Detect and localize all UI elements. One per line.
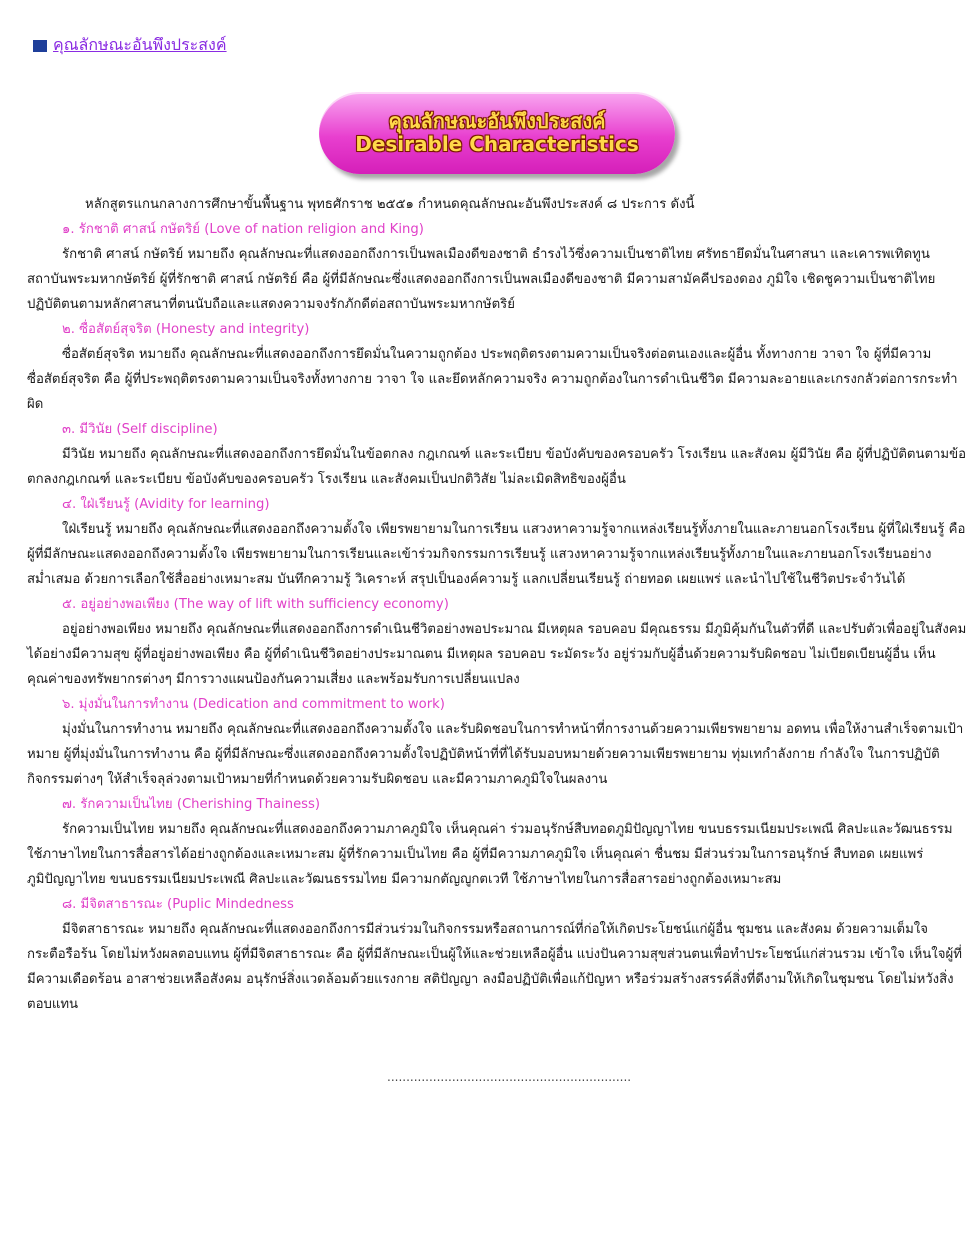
item-3-title: ๓. มีวินัย (Self discipline) [62, 422, 218, 437]
intro-paragraph: หลักสูตรแกนกลางการศึกษาขั้นพื้นฐาน พุทธศักราช ๒๕๕๑ กำหนดคุณลักษณะอันพึงประสงค์ ๘ ประการ ดังนี้ [85, 197, 695, 212]
dotted-divider: ................................................................ [387, 1070, 632, 1084]
item-7-body: รักความเป็นไทย หมายถึง คุณลักษณะที่แสดงออกถึงความภาคภูมิใจ เห็นคุณค่า ร่วมอนุรักษ์สืบทอดภูมิปัญญาไทย ขนบธรรมเนียมประเพณี ศิลปะและวัฒนธรรม ใช้ภาษาไทยในการสื่อสารได้อย่างถูกต้องและเหมาะสม ผู้ที่รักความเป็นไทย คือ ผู้ที่มีความภาคภูมิใจ เห็นคุณค่า ชื่นชม มีส่วนร่วมในการอนุรักษ์ สืบทอด เผยแพร่ภูมิปัญญาไทย ขนบธรรมเนียมประเพณี ศิลปะและวัฒนธรรมไทย มีความกตัญญูกตเวที ใช้ภาษาไทยในการสื่อสารอย่างถูกต้องเหมาะสม [27, 822, 953, 887]
page-heading[interactable] [33, 33, 227, 58]
item-1-body: รักชาติ ศาสน์ กษัตริย์ หมายถึง คุณลักษณะที่แสดงออกถึงการเป็นพลเมืองดีของชาติ ธำรงไว้ซึ่งความเป็นชาติไทย ศรัทธายึดมั่นในศาสนา และเคารพเทิดทูนสถาบันพระมหากษัตริย์ ผู้ที่รักชาติ ศาสน์ กษัตริย์ คือ ผู้ที่มีลักษณะซึ่งแสดงออกถึงการเป็นพลเมืองดีของชาติ มีความสามัคคีปรองดอง ภูมิใจ เชิดชูความเป็นชาติไทย ปฏิบัติตนตามหลักศาสนาที่ตนนับถือและแสดงความจงรักภักดีต่อสถาบันพระมหากษัตริย์ [27, 247, 936, 312]
item-2-title: ๒. ซื่อสัตย์สุจริต (Honesty and integrity) [62, 322, 310, 337]
square-bullet-icon [33, 40, 47, 52]
item-1-title: ๑. รักชาติ ศาสน์ กษัตริย์ (Love of nation religion and King) [62, 222, 424, 237]
item-5-body: อยู่อย่างพอเพียง หมายถึง คุณลักษณะที่แสดงออกถึงการดำเนินชีวิตอย่างพอประมาณ มีเหตุผล รอบคอบ มีคุณธรรม มีภูมิคุ้มกันในตัวที่ดี และปรับตัวเพื่ออยู่ในสังคมได้อย่างมีความสุข ผู้ที่อยู่อย่างพอเพียง คือ ผู้ที่ดำเนินชีวิตอย่างประมาณตน มีเหตุผล รอบคอบ ระมัดระวัง อยู่ร่วมกับผู้อื่นด้วยความรับผิดชอบ ไม่เบียดเบียนผู้อื่น เห็นคุณค่าของทรัพยากรต่างๆ มีการวางแผนป้องกันความเสี่ยง และพร้อมรับการเปลี่ยนแปลง [27, 622, 967, 687]
item-7-title: ๗. รักความเป็นไทย (Cherishing Thainess) [62, 797, 321, 812]
item-4-body: ใฝ่เรียนรู้ หมายถึง คุณลักษณะที่แสดงออกถึงความตั้งใจ เพียรพยายามในการเรียน แสวงหาความรู้จากแหล่งเรียนรู้ทั้งภายในและภายนอกโรงเรียน ผู้ที่ใฝ่เรียนรู้ คือ ผู้ที่มีลักษณะแสดงออกถึงความตั้งใจ เพียรพยายามในการเรียนและเข้าร่วมกิจกรรมการเรียนรู้ แสวงหาความรู้จากแหล่งเรียนรู้ทั้งภายในและภายนอกโรงเรียนอย่างสม่ำเสมอ ด้วยการเลือกใช้สื่ออย่างเหมาะสม บันทึกความรู้ วิเคราะห์ สรุปเป็นองค์ความรู้ แลกเปลี่ยนเรียนรู้ ถ่ายทอด เผยแพร่ และนำไปใช้ในชีวิตประจำวันได้ [27, 522, 966, 587]
banner-title-thai: คุณลักษณะอันพึงประสงค์ [388, 109, 606, 133]
item-5-title: ๕. อยู่อย่างพอเพียง (The way of lift with sufficiency economy) [62, 597, 449, 612]
item-2-body: ซื่อสัตย์สุจริต หมายถึง คุณลักษณะที่แสดงออกถึงการยึดมั่นในความถูกต้อง ประพฤติตรงตามความเป็นจริงต่อตนเองและผู้อื่น ทั้งทางกาย วาจา ใจ ผู้ที่มีความซื่อสัตย์สุจริต คือ ผู้ที่ประพฤติตรงตามความเป็นจริงทั้งทางกาย วาจา ใจ และยึดหลักความจริง ความถูกต้องในการดำเนินชีวิต มีความละอายและเกรงกลัวต่อการกระทำผิด [27, 347, 958, 412]
item-6-body: มุ่งมั่นในการทำงาน หมายถึง คุณลักษณะที่แสดงออกถึงความตั้งใจ และรับผิดชอบในการทำหน้าที่การงานด้วยความเพียรพยายาม อดทน เพื่อให้งานสำเร็จตามเป้าหมาย ผู้ที่มุ่งมั่นในการทำงาน คือ ผู้ที่มีลักษณะซึ่งแสดงออกถึงความตั้งใจปฏิบัติหน้าที่ที่ได้รับมอบหมายด้วยความเพียรพยายาม ทุ่มเทกำลังกาย กำลังใจ ในการปฏิบัติกิจกรรมต่างๆ ให้สำเร็จลุล่วงตามเป้าหมายที่กำหนดด้วยความรับผิดชอบ และมีความภาคภูมิใจในผลงาน [27, 722, 964, 787]
item-3-body: มีวินัย หมายถึง คุณลักษณะที่แสดงออกถึงการยึดมั่นในข้อตกลง กฎเกณฑ์ และระเบียบ ข้อบังคับของครอบครัว โรงเรียน และสังคม ผู้มีวินัย คือ ผู้ที่ปฏิบัติตนตามข้อตกลงกฎเกณฑ์ และระเบียบ ข้อบังคับของครอบครัว โรงเรียน และสังคมเป็นปกติวิสัย ไม่ละเมิดสิทธิของผู้อื่น [27, 447, 967, 487]
banner-title-english: Desirable Characteristics [355, 132, 639, 156]
item-4-title: ๔. ใฝ่เรียนรู้ (Avidity for learning) [62, 497, 270, 512]
item-8-title: ๘. มีจิตสาธารณะ (Puplic Mindedness [62, 897, 294, 912]
item-6-title: ๖. มุ่งมั่นในการทำงาน (Dedication and commitment to work) [62, 697, 445, 712]
item-8-body: มีจิตสาธารณะ หมายถึง คุณลักษณะที่แสดงออกถึงการมีส่วนร่วมในกิจกรรมหรือสถานการณ์ที่ก่อให้เกิดประโยชน์แก่ผู้อื่น ชุมชน และสังคม ด้วยความเต็มใจ กระตือรือร้น โดยไม่หวังผลตอบแทน ผู้ที่มีจิตสาธารณะ คือ ผู้ที่มีลักษณะเป็นผู้ให้และช่วยเหลือผู้อื่น แบ่งปันความสุขส่วนตนเพื่อทำประโยชน์แก่ส่วนรวม เข้าใจ เห็นใจผู้ที่มีความเดือดร้อน อาสาช่วยเหลือสังคม อนุรักษ์สิ่งแวดล้อมด้วยแรงกาย สติปัญญา ลงมือปฏิบัติเพื่อแก้ปัญหา หรือร่วมสร้างสรรค์สิ่งที่ดีงามให้เกิดในชุมชน โดยไม่หวังสิ่งตอบแทน [27, 922, 962, 1012]
characteristics-content [27, 192, 967, 1017]
title-banner [319, 92, 675, 174]
page-heading-text[interactable]: คุณลักษณะอันพึงประสงค์ [53, 35, 227, 54]
